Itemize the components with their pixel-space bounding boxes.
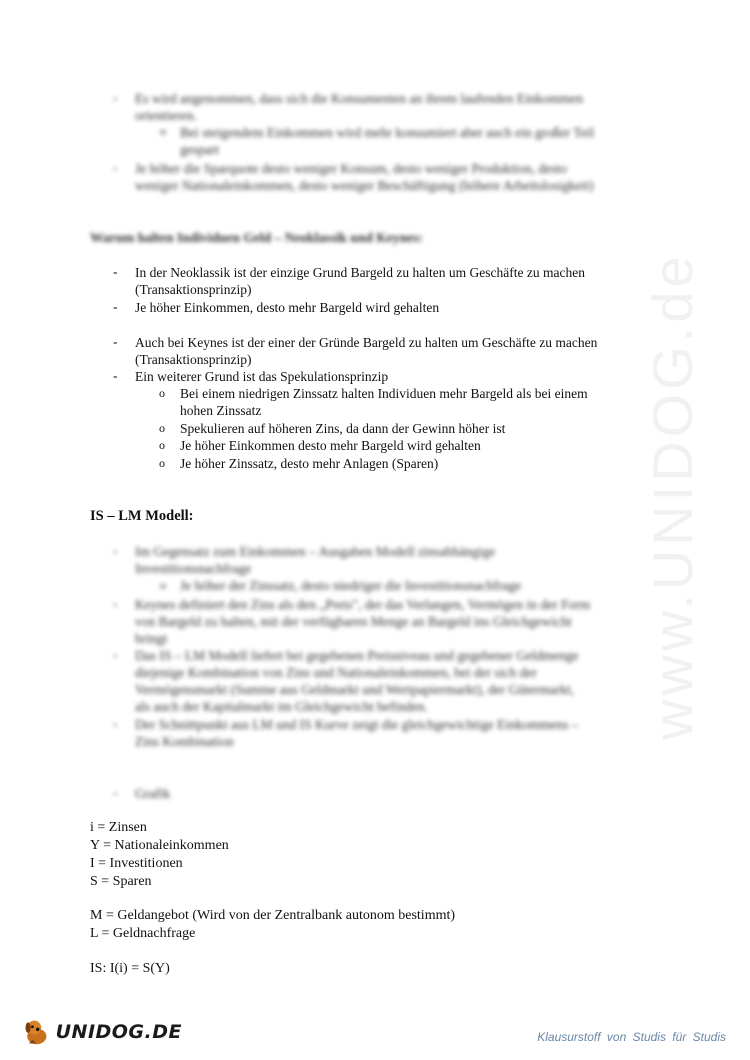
bullet-circle: o [159,456,165,470]
paragraph-line: Im Gegensatz zum Einkommen – Ausgaben Modell zinsabhängige [135,544,496,559]
definition-line: L = Geldnachfrage [90,926,196,941]
bullet-dash: - [113,334,118,349]
definition-line: i = Zinsen [90,820,147,835]
paragraph-line: Ein weiterer Grund ist das Spekulationsprinzip [135,369,389,384]
bullet-dash: - [113,90,118,105]
paragraph-line: Je höher Zinssatz, desto mehr Anlagen (Sparen) [180,456,439,471]
paragraph-line: Das IS – LM Modell liefert bei gegebenen Preisniveau und gegebener Geldmenge [135,648,579,663]
paragraph-line: Grafik [135,786,171,801]
bullet-dash: - [113,264,118,279]
paragraph-line: Bei einem niedrigen Zinssatz halten Individuen mehr Bargeld als bei einem [180,386,588,401]
definition-line: S = Sparen [90,874,152,889]
blurred-heading: Warum halten Individuen Geld – Neoklassik und Keynes: [90,230,423,245]
paragraph-line: Keynes definiert den Zins als den „Preis", der das Verlangen, Vermögen in der Form [135,597,591,612]
section-heading-islm: IS – LM Modell: [90,508,194,524]
formula-line: IS: I(i) = S(Y) [90,961,170,976]
bullet-circle: o [159,386,165,400]
paragraph-line: Vermögensmarkt (Summe aus Geldmarkt und Wertpapiermarkt), der Gütermarkt, [135,682,575,697]
paragraph-line: Der Schnittpunkt aus LM und IS Kurve zeigt die gleichgewichtige Einkommens – [135,717,579,732]
paragraph-line: bringt [135,631,168,646]
bullet-circle: o [159,438,165,452]
paragraph-line: Investitionsnachfrage [135,561,252,576]
paragraph-line: Zins Kombination [135,734,234,749]
bullet-dash: - [113,647,118,662]
bullet-dash: - [113,160,118,175]
paragraph-line: Auch bei Keynes ist der einer der Gründe Bargeld zu halten um Geschäfte zu machen [135,335,598,350]
paragraph-line: als auch der Kapitalmarkt im Gleichgewicht befinden. [135,699,428,714]
bullet-dash: - [113,543,118,558]
definition-line: I = Investitionen [90,856,183,871]
definition-line: Y = Nationaleinkommen [90,838,229,853]
bullet-circle: o [159,421,165,435]
paragraph-line: orientieren. [135,108,197,123]
bullet-dash: - [113,716,118,731]
paragraph-line: Je höher Einkommen, desto mehr Bargeld wird gehalten [135,300,440,315]
paragraph-line: (Transaktionsprinzip) [135,352,252,367]
bullet-circle: o [160,578,166,592]
watermark-text: www.UNIDOG.de [641,252,704,740]
paragraph-line: Es wird angenommen, dass sich die Konsumenten an ihrem laufenden Einkommen [135,91,584,106]
bullet-circle: o [160,124,166,138]
paragraph-line: Spekulieren auf höheren Zins, da dann der Gewinn höher ist [180,421,506,436]
paragraph-line: weniger Nationaleinkommen, desto weniger Beschäftigung (höhere Arbeitslosigkeit) [135,178,594,193]
paragraph-line: Je höher die Sparquote desto weniger Konsum, desto weniger Produktion, desto [135,161,567,176]
paragraph-line: Bei steigendem Einkommen wird mehr konsumiert aber auch ein großer Teil [180,125,595,140]
paragraph-line: Je höher der Zinssatz, desto niedriger die Investitionsnachfrage [180,578,522,593]
paragraph-line: gespart [180,142,219,157]
paragraph-line: diejenige Kombination von Zins und Nationaleinkommen, bei der sich der [135,665,537,680]
paragraph-line: In der Neoklassik ist der einzige Grund Bargeld zu halten um Geschäfte zu machen [135,265,585,280]
definition-line: M = Geldangebot (Wird von der Zentralbank autonom bestimmt) [90,908,456,923]
bullet-dash: - [113,785,118,800]
paragraph-line: hohen Zinssatz [180,403,262,418]
footer-slogan: Klausurstoff von Studis für Studis [537,1030,726,1044]
unidog-logo [22,1012,182,1052]
bullet-dash: - [113,596,118,611]
paragraph-line: Je höher Einkommen desto mehr Bargeld wird gehalten [180,438,481,453]
dog-mascot-icon [22,1015,52,1049]
bullet-dash: - [113,368,118,383]
logo-text: UNIDOG.DE [55,1021,182,1043]
paragraph-line: von Bargeld zu halten, mit der verfügbaren Menge an Bargeld ins Gleichgewicht [135,614,572,629]
bullet-dash: - [113,299,118,314]
paragraph-line: (Transaktionsprinzip) [135,282,252,297]
